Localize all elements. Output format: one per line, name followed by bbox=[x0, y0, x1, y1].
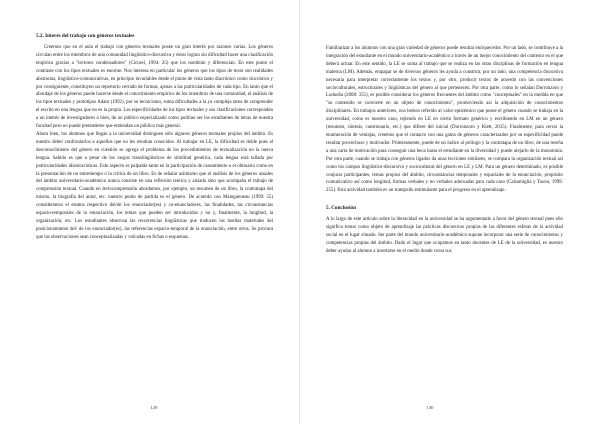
paragraph: Creemos que en el aula el trabajo con géneros textuales posee un gran interés por razones varias. Los géneros circulan entre los miembros de una comunidad lingüístico-discursiva y éstos logran sin dificultad hacer una clasificación empírica gracias a "lectores condensadores" (Cicurel, 1994: 25) que los nombran y diferencian. En este punto el contraste con los tipos textuales es enorme. Nos interesa en particular los géneros que los tipos de texto son realidades abstractas, lingüístico-comunicativas, en principio invariables desde el punto de vista tanto diacrónico como sincrónico y por consiguiente, constituyen un repertorio cerrado de formas, ajenas a las particularidades de cada tipo. En tanto que el abordaje de los géneros puede hacerse desde el conocimiento empírico de los miembros de una comunidad, el análisis de los tipos textuales y prototipos Adam (1992), por su tecnicismo, suma dificultades a la ya compleja tarea de comprender el escrito en una lengua que no es la propia. Las especificidades de los tipos textuales y sus clasificaciones corresponden a un interés de investigadores o bien, de un público especializado como podrían ser los estudiantes de letras de nuestra facultad pero no puede pretenderse que entiendan un público más general. bbox=[36, 45, 273, 130]
section-heading: 5. Conclusión bbox=[326, 205, 356, 212]
right-page bbox=[300, 0, 600, 424]
page-number: 129 bbox=[150, 405, 158, 410]
paragraph: Familiarizar a los alumnos con una gran variedad de géneros puede resultar enriquecedor. Por un lado, se contribuye a la integración del estudiante en el mundo universitario-académico a través de un mejor conocimiento del contexto en el que deberá actuar. En este sentido, la LE se suma al trabajo que se realiza en las otras disciplinas de formación en lengua materna (LM). Además, empapar se de diversos géneros les ayuda a construir, por un lado, una competencia discursiva necesaria para interpretar correctamente los textos y, por otro, producir textos de acuerdo con las convenciones socioculturales, estructurales y lingüísticas del género al que pertenecen. Por otra parte, como lo señalan Dorronzoro y Ludueña (2008: 355), es posible considerar los géneros frecuentes del ámbito como "conceptuales" en la medida en que "su contenido se convierte en un objeto de conocimiento", promoviendo así la adquisición de conocimientos disciplinares. En trabajos anteriores, nos hemos referido al valor epistémico que posee el género cuando se trabaja en la universidad, como es nuestro caso, tejiendo en LE en cierto formato genérico y escribiendo en LM en un género (resumen, síntesis, cuestionario, etc.) que difiere del inicial (Dorronzoro y Klett, 2015). Finalmente, para cerrar la enumeración de ventajas, creemos que el contacto con una gama de géneros caracterizados por su especificidad puede resultar provechoso y motivador. Primeramente, puede de un índice al prólogo y la contratapa de un libro, de una reseña a una carta de motivación para conseguir una beca hasta el estudiante en la diversidad y puede alejarlo de la monotonía. Por otra parte, cuando se trabaja con géneros ligados da unas lecciones similares, se compara la organización textual así como los campos lingüístico-discursivo y sociocultural del género en LE y LM. Para un género determinado, es posible conjurar participantes, temas propios del ámbito, circunstancias temporales y espaciales de la enunciación, propósito comunicativo así como longitud, formas verbales y no verbales adecuadas para cada caso (Calsamiglia y Tusón, 1999: 255). Esta actividad también es un trampolín estimulante para el progreso en el aprendizaje. bbox=[326, 46, 563, 194]
left-page-text bbox=[36, 33, 273, 242]
section-heading: 5.2. Interés del trabajo con géneros textuales bbox=[36, 33, 135, 39]
paragraph: A lo largo de este artículo sobre la literacidad en la universidad se ha argumentado a favor del género textual pues ello significa tomar como objeto de aprendizaje las prácticas discursivas propias de las diferentes esferas de la actividad social en el lugar situado. Ser parte del mundo universitario-académico supone incorporar una serie de conocimientos y competencias propias del ámbito. Dado el lugar que ocupamos en tanto docentes de LE de la universidad, es nuestro deber ayudar al alumno a insertarse en el medio donde cursa sus bbox=[326, 217, 563, 254]
right-page-text bbox=[326, 45, 563, 256]
page-number: 130 bbox=[426, 405, 434, 410]
paragraph: Ahora bien, los alumnos que llegan a la universidad distinguen sólo algunos géneros textuales propios del ámbito. Es nuestro deber confrontarlos a aquellos que no les resultan conocidos. Al trabajar en LE, la dificultad es doble pues al desconocimiento del género en cuestión se agrega el problema de los procedimientos de textualización en la nueva lengua. Sabido es que a pesar de los rasgos translingüísticos de similitud genérica, cada lengua está tallada por particularidades idiosincrásicas. Este aspecto es palpable tanto en la participación de caseamiento o el obituario como en la presentación de un entretiempo o la crítica de un libro. Es de señalar asimismo que el análisis de los géneros usuales del ámbito universitario-académico nunca consiste en una reflexión teórica y aislada sino que acompaña el trabajo de comprensión textual. Cuando en lectocomprensión abordamos, por ejemplo, un resumen de un libro, la contratapa del mismo, la biografía del autor, etc. nuestro punto de partida es el género. De acuerdo con Maingueneau (1999: 55) consideramos el estatus respectivo del/de los enunciador(es) y co-enunciadores, las finalidades, las circunstancias espacio-temporales de la enunciación, los temas que pueden ser introducidos y no y, finalmente, la longitud, la organización, etc. Los estudiantes observan las recurrencias lingüísticas que traducen las huellas materiales del posicionamiento del/ de los enunciador(es), las referencias espacio-temporal de la enunciación, entre otros. Se procura que las observaciones sean conceptualizadas y volcadas en fichas o esquemas. bbox=[36, 131, 273, 240]
